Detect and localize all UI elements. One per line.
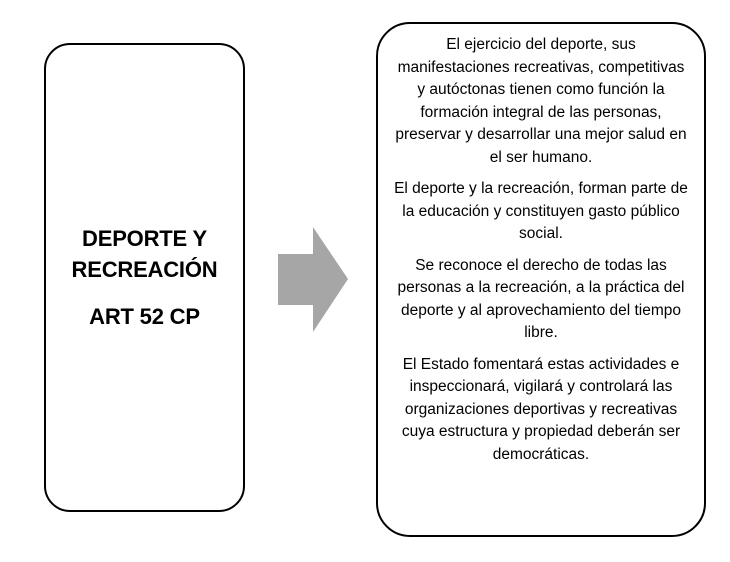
- topic-box: [44, 43, 245, 512]
- description-paragraph-2: El deporte y la recreación, forman parte de la educación y constituyen gasto público social.: [394, 180, 688, 242]
- topic-title-line2: RECREACIÓN: [71, 257, 218, 282]
- description-box: [376, 22, 706, 537]
- right-arrow-icon: [278, 227, 348, 332]
- topic-title-line1: DEPORTE Y: [82, 226, 207, 251]
- topic-title: [72, 223, 218, 285]
- description-paragraph-4: El Estado fomentará estas actividades e inspeccionará, vigilará y controlará las organizaciones deportivas y recreativas cuya estructura y propiedad deberán ser democráticas.: [401, 355, 681, 463]
- arrow-shape: [278, 227, 348, 332]
- description-paragraph-3: Se reconoce el derecho de todas las personas a la recreación, a la práctica del deporte y al aprovechamiento del tiempo libre.: [397, 256, 685, 341]
- topic-article-reference: ART 52 CP: [89, 304, 200, 329]
- description-paragraph-1: El ejercicio del deporte, sus manifestaciones recreativas, competitivas y autóctonas tienen como función la formación integral de las personas, preservar y desarrollar una mejor salud en el ser humano.: [395, 36, 687, 166]
